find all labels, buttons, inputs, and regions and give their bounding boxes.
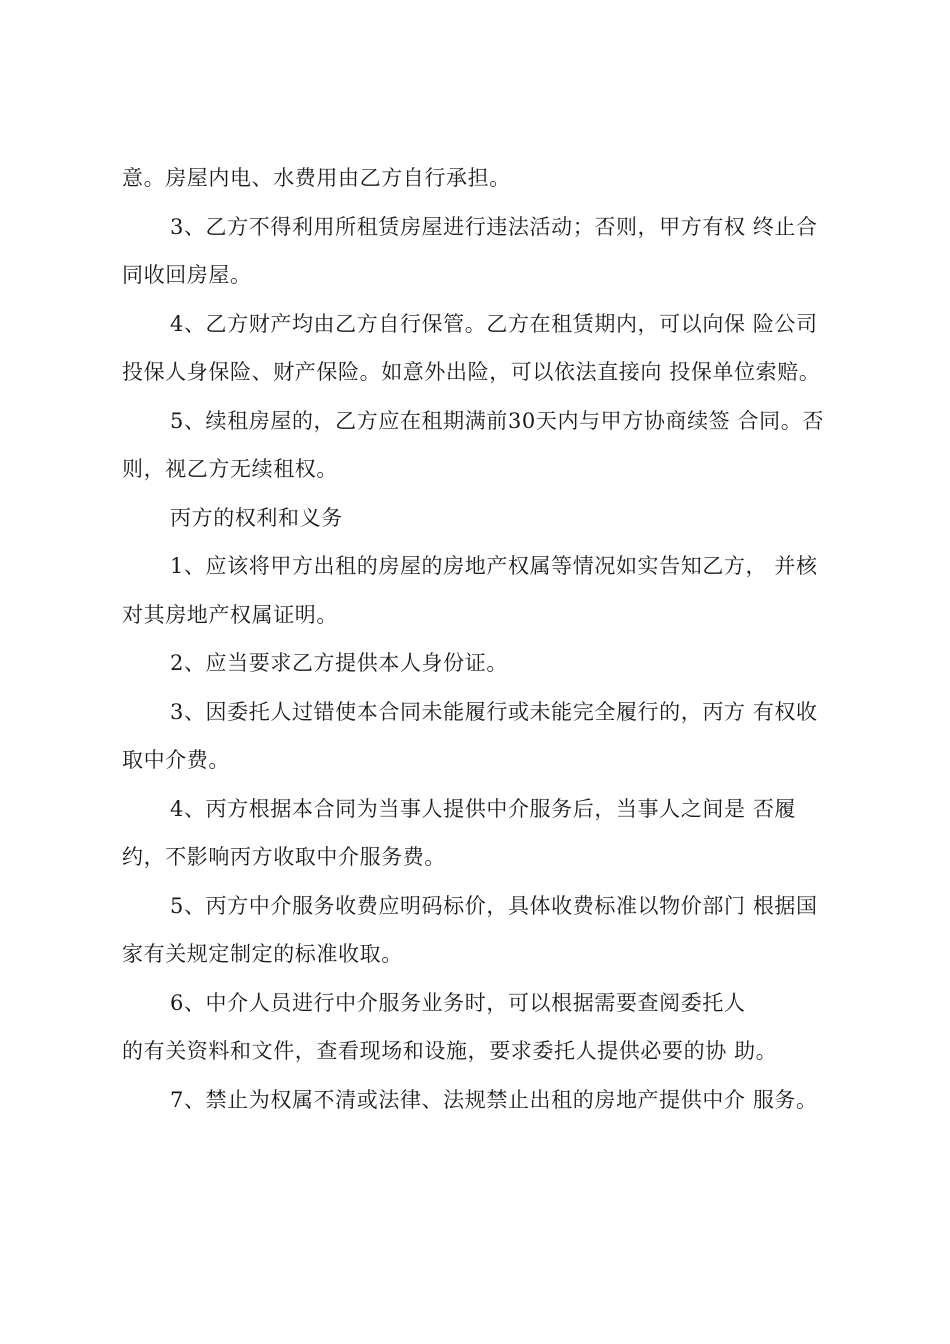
text-line: 1、应该将甲方出租的房屋的房地产权属等情况如实告知乙方， 并核 — [170, 554, 818, 578]
paragraph — [122, 639, 862, 688]
text-line: 3、乙方不得利用所租赁房屋进行违法活动；否则，甲方有权 终止合 — [170, 214, 818, 239]
paragraph — [122, 785, 862, 882]
paragraph — [122, 300, 862, 397]
text-line: 5、丙方中介服务收费应明码标价，具体收费标准以物价部门 根据国 — [170, 893, 818, 918]
text-line: 约，不影响丙方收取中介服务费。 — [122, 845, 446, 869]
paragraph — [122, 203, 862, 300]
text-line: 投保人身保险、财产保险。如意外出险，可以依法直接向 投保单位索赔。 — [122, 360, 821, 384]
text-line: 丙方的权利和义务 — [170, 505, 343, 530]
text-line: 取中介费。 — [122, 748, 230, 772]
paragraph — [122, 882, 862, 979]
text-line: 7、禁止为权属不清或法律、法规禁止出租的房地产提供中介 服务。 — [170, 1087, 818, 1112]
section-heading — [122, 494, 862, 543]
paragraph — [122, 397, 862, 494]
text-line: 4、丙方根据本合同为当事人提供中介服务后，当事人之间是 否履 — [170, 796, 797, 821]
paragraph — [122, 1076, 862, 1125]
text-line: 5、续租房屋的，乙方应在租期满前30天内与甲方协商续签 合同。否 — [170, 408, 824, 433]
text-line: 的有关资料和文件，查看现场和设施，要求委托人提供必要的协 助。 — [122, 1039, 778, 1063]
text-line: 2、应当要求乙方提供本人身份证。 — [170, 651, 508, 675]
paragraph — [122, 154, 862, 203]
paragraph — [122, 1027, 862, 1076]
document-body — [122, 154, 862, 1124]
paragraph — [122, 688, 862, 785]
paragraph — [122, 542, 862, 639]
text-line: 意。房屋内电、水费用由乙方自行承担。 — [122, 166, 511, 190]
paragraph — [122, 979, 862, 1028]
text-line: 则，视乙方无续租权。 — [122, 457, 338, 481]
text-line: 4、乙方财产均由乙方自行保管。乙方在租赁期内，可以向保 险公司 — [170, 311, 818, 336]
text-line: 6、中介人员进行中介服务业务时，可以根据需要查阅委托人 — [170, 990, 746, 1015]
text-line: 家有关规定制定的标准收取。 — [122, 942, 403, 966]
text-line: 对其房地产权属证明。 — [122, 602, 338, 627]
text-line: 3、因委托人过错使本合同未能履行或未能完全履行的，丙方 有权收 — [170, 699, 818, 724]
text-line: 同收回房屋。 — [122, 263, 252, 287]
